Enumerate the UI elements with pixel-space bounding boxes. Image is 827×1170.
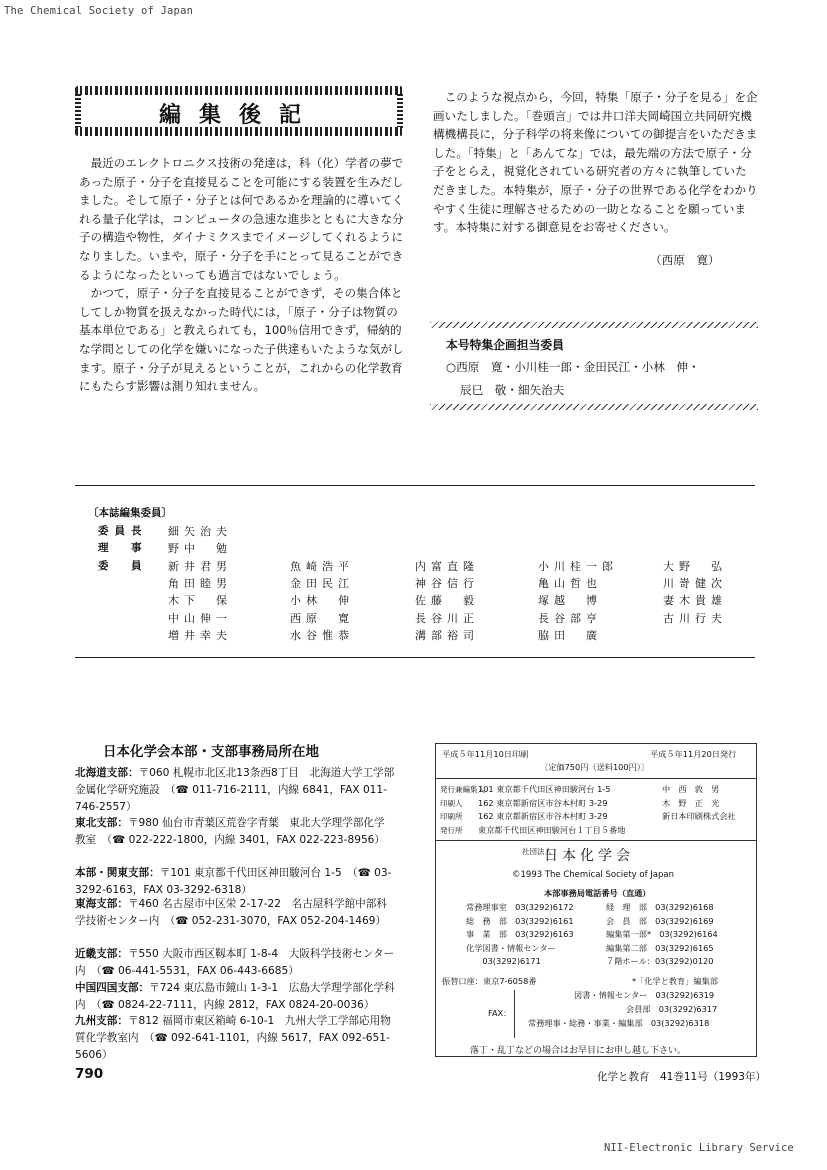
misprint-notice: 落丁・乱丁などの場合はお早目にお申し越し下さい。 [470,1046,687,1056]
office-entry [75,1013,395,1064]
office-entry [75,896,395,930]
board-member: 小林 伸 [290,594,354,608]
imprint-divider [436,840,756,841]
divider [75,485,755,486]
board-member: 神谷信行 [415,576,479,590]
offices-title: 日本化学会本部・支部事務局所在地 [103,744,319,760]
editorial-board-title: 〔本誌編集委員〕 [88,507,172,519]
imprint-address: 162 東京都新宿区市谷本村町 3-29 [478,811,608,821]
office-entry [75,946,395,980]
publisher-prefix: 社団法人 [522,847,552,856]
imprint-role: 発行兼編集人 [440,785,485,794]
office-name: 中国四国支部： [75,982,150,994]
header-society-name: The Chemical Society of Japan [4,5,194,17]
imprint-address: 162 東京都新宿区市谷本村町 3-29 [478,797,608,808]
publisher-name: 日本化学会 [544,848,634,864]
phone-title: 本部事務局電話番号（直通） [544,888,651,898]
office-entry [75,865,395,899]
board-member: 長谷川正 [415,611,479,625]
board-member: 小川桂一郎 [538,559,618,573]
office-name: 北海道支部： [75,767,139,779]
office-name: 近畿支部： [75,948,128,960]
board-member: 妻木貴雄 [663,594,727,608]
afterword-paragraph: かつて，原子・分子を直接見ることができず，その集合体としてしか物質を扱えなかった時代には，「原子・分子は物質の基本単位である」と教えられても，100％信用できず，帰納的な学問としての化学を嫌いになった子供達もいたような気がします。原子・分子が見えるということが，これからの化学教育にもたらす影響は測り知れません。 [79,286,404,394]
phone-entry: 化学図書・情報センター [466,942,556,953]
office-address: 〒550 大阪市西区靱本町 1-8-4 大阪科学技術センター内 （☎ 06-441-5531，FAX 06-443-6685） [75,948,395,977]
phone-entry: 総 務 部 03(3292)6161 [466,915,574,926]
office-address: 〒980 仙台市青葉区荒巻字青葉 東北大学理学部化学教室 （☎ 022-222-1800，内線 3401，FAX 022-223-8956） [75,817,386,846]
committee-members-line: 辰巳 敬・細矢治夫 [460,383,565,397]
special-issue-committee-box [430,322,758,410]
board-member: 大野 弘 [663,559,727,573]
imprint-divider [436,778,756,779]
copyright: ©1993 The Chemical Society of Japan [512,870,675,880]
board-member: 新井君男 [168,559,232,573]
phone-entry: 編集第一部* 03(3292)6164 [606,929,718,939]
board-member: 佐藤 毅 [415,594,479,608]
board-member: 脇田 廣 [538,628,602,642]
imprint-role: 印刷所 [440,812,463,821]
phone-entry: 常務理事室 03(3292)6172 [466,902,574,912]
phone-entry: 会 員 部 03(3292)6169 [606,915,714,926]
board-member: 塚越 博 [538,594,602,608]
office-address: 〒812 福岡市東区箱崎 6-10-1 九州大学工学部応用物質化学教室内 （☎ 092-641-1101，内線 5617，FAX 092-651-5606） [75,1015,391,1061]
office-name: 東北支部： [75,817,128,829]
afterword-paragraph: 最近のエレクトロニクス技術の発達は，科（化）学者の夢であった原子・分子を直接見ることを可能にする装置を生みだしました。そして原子・分子とは何であるかを理論的に導いてくれる量子化学は，コンピュータの急速な進歩とともに大きな分子の構造や物性，ダイナミクスまでイメージしてくれるようになりました。いまや，原子・分子を手にとって見ることができるようになったといっても過言ではないでしょう。 [79,156,404,282]
decorative-border-top [75,86,403,95]
board-role: 委員長 [98,525,148,537]
office-name: 九州支部： [75,1015,128,1027]
board-member: 長谷部亨 [538,611,602,625]
board-member: 野中 勉 [168,542,232,556]
phone-entry: 事 業 部 03(3292)6163 [466,929,574,939]
phone-entry: ７階ホール：03(3292)0120 [606,956,714,966]
board-member: 木下 保 [168,594,232,608]
imprint-role: 発行所 [440,825,463,835]
board-member: 亀山哲也 [538,576,602,590]
transfer-account: 振替口座：東京7-6058番 [442,976,537,986]
afterword-right-column [433,88,758,237]
board-member: 増井幸夫 [168,628,232,642]
fax-line: 常務理事・総務・事業・編集部 03(3292)6318 [528,1018,710,1028]
print-date: 平成５年11月10日印刷 [442,749,529,759]
imprint-role: 印刷人 [440,798,463,808]
zigzag-border-top [430,322,758,328]
journal-reference: 化学と教育 41巻11号（1993年） [597,1071,766,1083]
transfer-note: *「化学と教育」編集部 [632,976,718,986]
office-name: 本部・関東支部： [75,867,160,879]
board-member: 西原 寛 [290,611,354,625]
board-member: 川嵜健次 [663,576,727,590]
office-name: 東海支部： [75,898,128,910]
afterword-title-box [75,86,403,136]
board-member: 金田民江 [290,576,354,590]
office-address: 〒460 名古屋市中区栄 2-17-22 名古屋科学館中部科学技術センター内 （☎ 052-231-3070，FAX 052-204-1469） [75,898,387,927]
board-member: 中山伸一 [168,611,232,625]
office-address: 〒101 東京都千代田区神田駿河台 1-5 （☎ 03-3292-6163，FAX 03-3292-6318） [75,867,392,896]
fax-line: 会員部 03(3292)6317 [626,1004,718,1014]
board-member: 内富直隆 [415,559,479,573]
committee-title: 本号特集企画担当委員 [446,338,564,352]
zigzag-border-bottom [430,404,758,410]
office-entry [75,980,395,1014]
fax-label: FAX： [488,1008,512,1018]
board-member: 角田睦男 [168,576,232,590]
phone-entry: 経 理 部 03(3292)6168 [606,902,714,912]
afterword-title: 編集後記 [158,102,319,128]
board-role: 委 員 [98,559,148,572]
board-member: 溝部裕司 [415,628,479,642]
board-member: 魚崎浩平 [290,559,354,573]
board-member: 水谷惟恭 [290,628,354,642]
afterword-paragraph: このような視点から，今回，特集「原子・分子を見る」を企画いたしました。「巻頭言」では井口洋夫岡崎国立共同研究機構機構長に，分子科学の将来像についての御提言をいただきました。「特集」と「あんてな」では，最先端の方法で原子・分子をとらえ，視覚化されている研究者の方々に執筆していただきました。本特集が，原子・分子の世界である化学をわかりやすく生徒に理解させるための一助となることを願っています。本特集に対する御意見をお寄せください。 [433,90,758,235]
board-member: 細矢治夫 [168,525,232,538]
imprint-person: 木 野 正 光 [662,797,720,808]
afterword-left-column [79,154,404,396]
board-role: 理 事 [98,542,148,555]
imprint-address: 101 東京都千代田区神田駿河台 1-5 [478,784,611,794]
divider [75,657,755,658]
committee-members-line: ○西原 寛・小川桂一郎・金田民江・小林 伸・ [446,360,700,374]
imprint-person: 中 西 敦 男 [662,784,720,794]
imprint-address: 東京都千代田区神田駿河台１丁目５番地 [478,824,626,835]
office-address: 〒724 東広島市鏡山 1-3-1 広島大学理学部化学科内 （☎ 0824-22-7111，内線 2812，FAX 0824-20-0036） [75,982,395,1011]
footer-library-service: NII-Electronic Library Service [604,1142,794,1154]
imprint-person: 新日本印刷株式会社 [662,811,736,821]
publish-date: 平成５年11月20日発行 [650,749,737,759]
office-entry [75,765,395,816]
page-number: 790 [75,1066,104,1082]
imprint-box [435,743,757,1057]
office-entry [75,815,395,849]
phone-entry: 編集第二部 03(3292)6165 [606,942,714,953]
afterword-signature: （西原 寛） [650,253,720,267]
phone-entry: 03(3292)6171 [466,956,541,966]
price: 〔定価750円（送料100円）〕 [540,762,650,772]
office-address: 〒060 札幌市北区北13条西8丁目 北海道大学工学部金属化学研究施設 （☎ 011-716-2111，内線 6841，FAX 011-746-2557） [75,767,395,813]
fax-brace [514,990,515,1038]
fax-line: 図書・情報センター 03(3292)6319 [574,990,715,1000]
board-member: 古川行夫 [663,611,727,625]
